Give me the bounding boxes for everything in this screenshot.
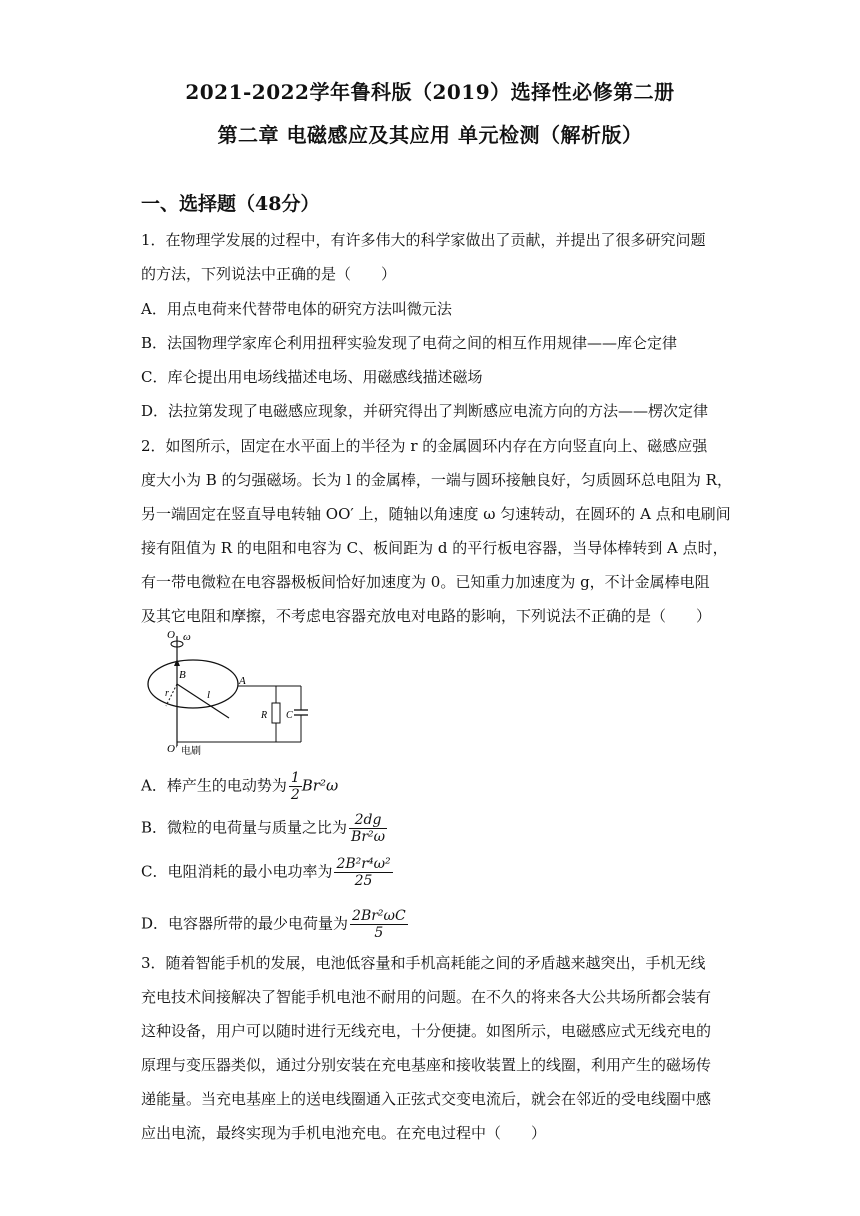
fraction-numerator: 2dg	[349, 812, 387, 829]
metal-rod	[177, 684, 229, 718]
q1-option-a: A．用点电荷来代替带电体的研究方法叫微元法	[141, 300, 452, 318]
q2-option-b-text: B．微粒的电荷量与质量之比为	[141, 818, 348, 837]
q2-option-a-expression: Br²ω	[301, 776, 339, 795]
q2-option-a	[141, 770, 338, 803]
q2-stem-line3: 另一端固定在竖直导电转轴 OO′ 上，随轴以角速度 ω 匀速转动，在圆环的 A 点和电刷间	[141, 505, 731, 523]
label-b: B	[179, 669, 186, 681]
q3-stem-line6: 应出电流，最终实现为手机电池充电。在充电过程中（ ）	[141, 1124, 547, 1142]
q1-option-c: C．库仑提出用电场线描述电场、用磁感线描述磁场	[141, 368, 483, 386]
resistor-icon	[272, 703, 280, 723]
fraction-numerator: 2B²r⁴ω²	[336, 856, 391, 872]
q2-option-c-fraction	[334, 856, 392, 889]
label-o: O	[167, 629, 175, 641]
q2-option-c	[141, 856, 393, 889]
label-brush: 电刷	[181, 746, 201, 757]
q3-stem-line1: 3．随着智能手机的发展，电池低容量和手机高耗能之间的矛盾越来越突出，手机无线	[141, 954, 706, 972]
document-title-line1: 2021-2022学年鲁科版（2019）选择性必修第二册	[185, 80, 675, 104]
q2-stem-line5: 有一带电微粒在电容器极板间恰好加速度为 0。已知重力加速度为 g，不计金属棒电阻	[141, 573, 710, 591]
q1-option-b: B．法国物理学家库仑利用扭秤实验发现了电荷之间的相互作用规律——库仑定律	[141, 334, 678, 352]
document-title-line2: 第二章 电磁感应及其应用 单元检测（解析版）	[217, 123, 643, 147]
q3-stem-line5: 递能量。当充电基座上的送电线圈通入正弦式交变电流后，就会在邻近的受电线圈中感	[141, 1090, 712, 1108]
q2-stem-line2: 度大小为 B 的匀强磁场。长为 l 的金属棒，一端与圆环接触良好，匀质圆环总电阻为 R，	[141, 471, 732, 489]
q3-stem-line4: 原理与变压器类似，通过分别安装在充电基座和接收装置上的线圈，利用产生的磁场传	[141, 1056, 712, 1074]
q2-option-d-text: D．电容器所带的最少电荷量为	[141, 914, 349, 933]
label-oprime: O′	[167, 743, 178, 755]
fraction-denominator: 5	[374, 925, 384, 941]
q2-stem-line6: 及其它电阻和摩擦，不考虑电容器充放电对电路的影响，下列说法不正确的是（ ）	[141, 607, 712, 625]
label-r-resistor: R	[261, 710, 268, 721]
q1-option-d: D．法拉第发现了电磁感应现象，并研究得出了判断感应电流方向的方法——楞次定律	[141, 402, 709, 420]
q2-option-a-text: A．棒产生的电动势为	[141, 776, 287, 795]
fraction-numerator: 2Br²ωC	[352, 908, 406, 924]
label-l: l	[207, 689, 211, 701]
q1-stem-line2: 的方法，下列说法中正确的是（ ）	[141, 265, 397, 283]
label-r: r	[165, 688, 169, 699]
q3-stem-line2: 充电技术间接解决了智能手机电池不耐用的问题。在不久的将来各大公共场所都会装有	[141, 988, 712, 1006]
q2-option-a-fraction	[289, 770, 302, 803]
q2-option-d	[141, 908, 408, 941]
label-a: A	[239, 675, 246, 687]
q3-stem-line3: 这种设备，用户可以随时进行无线充电，十分便捷。如图所示，电磁感应式无线充电的	[141, 1022, 712, 1040]
fraction-denominator: 2	[290, 787, 300, 803]
q2-option-d-fraction	[350, 908, 408, 941]
q2-option-b-fraction	[349, 812, 387, 845]
label-omega: ω	[183, 631, 191, 643]
metal-ring	[148, 660, 238, 708]
q2-option-b	[141, 812, 387, 845]
fraction-denominator: Br²ω	[351, 829, 386, 845]
q1-stem-line1: 1．在物理学发展的过程中，有许多伟大的科学家做出了贡献，并提出了很多研究问题	[141, 231, 706, 249]
section-heading: 一、选择题（48分）	[141, 193, 320, 215]
fraction-denominator: 25	[354, 873, 373, 889]
q2-circuit-figure	[141, 626, 321, 766]
fraction-numerator: 1	[290, 770, 300, 786]
label-c: C	[286, 710, 293, 721]
q2-stem-line4: 接有阻值为 R 的电阻和电容为 C、板间距为 d 的平行板电容器，当导体棒转到 A 点时，	[141, 539, 728, 557]
q2-option-c-text: C．电阻消耗的最小电功率为	[141, 862, 333, 881]
q2-stem-line1: 2．如图所示，固定在水平面上的半径为 r 的金属圆环内存在方向竖直向上、磁感应强	[141, 437, 708, 455]
